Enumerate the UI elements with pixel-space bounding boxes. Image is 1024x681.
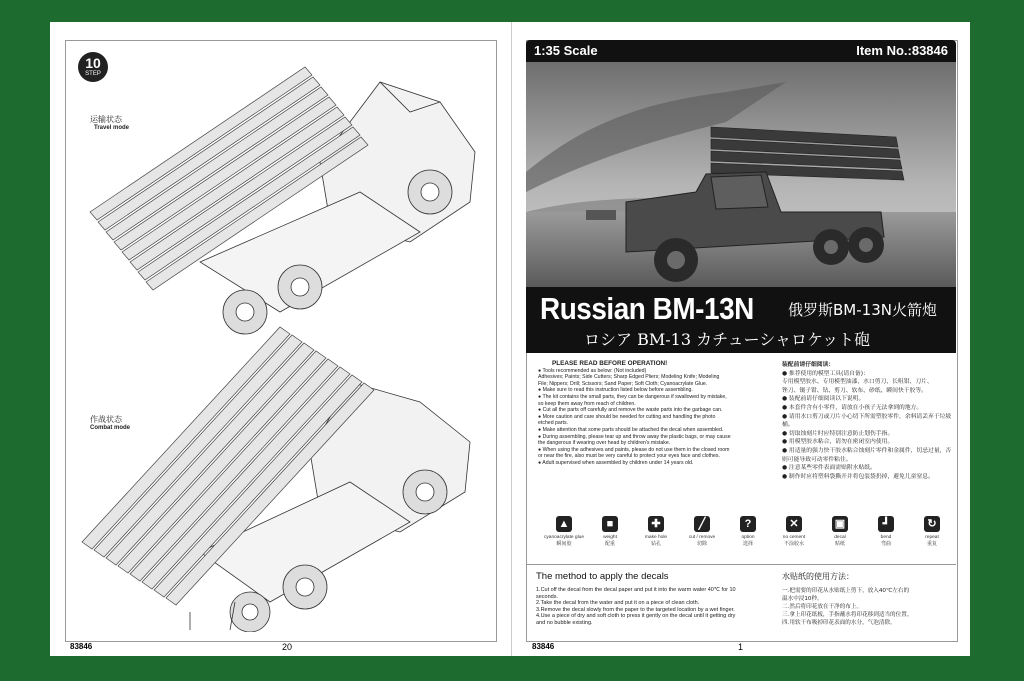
instructions-english xyxy=(538,361,776,467)
instruction-line: ● Cut all the parts off carefully and remove the waste parts into the garbage can. xyxy=(538,407,723,414)
decal-icon: ▣ xyxy=(832,516,848,532)
decal-title-en: The method to apply the decals xyxy=(536,571,669,582)
decal-steps-cn xyxy=(782,587,952,627)
title-english: Russian BM-13N xyxy=(540,291,754,326)
legend-item-bend xyxy=(864,516,908,547)
decal-step-cn: 温水中浸10秒。 xyxy=(782,596,823,602)
instructions-chinese xyxy=(782,361,952,481)
instruction-line-cn: 专用模型胶水、专用模型油漆，水口剪刀、长咀钳、刀片、 xyxy=(782,379,933,386)
decal-step: 4.Use a piece of dry and soft cloth to press it gently on the decal until it getting dry xyxy=(536,613,736,620)
bend-icon: ┛ xyxy=(878,516,894,532)
page-number: 1 xyxy=(738,642,744,652)
repeat-icon: ↻ xyxy=(924,516,940,532)
instruction-line: ● The kit contains the small parts, they can be dangerous if swallowed by mistake, xyxy=(538,393,727,400)
no-cement-icon: ✕ xyxy=(786,516,802,532)
combat-mode-cn: 作战状态 xyxy=(90,415,122,424)
symbol-legend xyxy=(526,504,956,564)
combat-mode-drawing xyxy=(80,312,490,632)
cut-remove-icon: ╱ xyxy=(694,516,710,532)
instruction-line-cn: ● 请用水口剪刀或刀片小心切下所需塑胶零件，余料请丢弃于垃圾桶。 xyxy=(782,413,952,429)
step-label: STEP xyxy=(85,71,101,77)
glue-icon: ▲ xyxy=(556,516,572,532)
legend-item-repeat xyxy=(910,516,954,547)
instruction-line: so keep them away from reach of children. xyxy=(538,400,636,407)
decal-steps-en xyxy=(536,587,776,627)
legend-label-en: cyanoacrylate glue xyxy=(544,535,584,540)
box-art-illustration xyxy=(526,62,956,287)
footer-code: 83846 xyxy=(532,642,555,651)
instructions-heading-en: PLEASE READ BEFORE OPERATION! xyxy=(552,360,668,367)
travel-mode-drawing xyxy=(80,42,490,342)
instruction-line-cn: ● 切取蚀刻片时应特别注意防止划伤手指。 xyxy=(782,430,894,437)
instruction-line: ● Tools recommended as below: (Not included) xyxy=(538,367,647,374)
decal-step: 1.Cut off the decal from the decal paper and put it into the warm water 40℃ for 10 xyxy=(536,587,736,593)
instruction-line: ● Adult supervised when assembled by children under 14 years old. xyxy=(538,459,694,466)
decal-title-cn: 水贴纸的使用方法： xyxy=(782,572,854,581)
legend-label-en: weight xyxy=(603,535,617,540)
instruction-line: the dangerous if wearing over head by children's mistake. xyxy=(538,440,671,447)
instruction-line: ● During assembling, please tear up and throw away the plastic bags, or may cause xyxy=(538,433,731,440)
option-icon: ? xyxy=(740,516,756,532)
legend-label-cn: 选择 xyxy=(742,541,753,547)
instruction-line: ● Make attention that some parts should be attached the decal when assembled. xyxy=(538,426,724,433)
legend-label-cn: 弯曲 xyxy=(880,541,891,547)
legend-item-option xyxy=(726,516,770,547)
instruction-line: File; Nippers; Drill; Scissors; Sand Paper; Soft Cloth; Cyanoacrylate Glue. xyxy=(538,380,708,387)
right-page xyxy=(512,22,970,656)
legend-item-cut-remove xyxy=(680,516,724,547)
instruction-line: ● More caution and care should be needed for cutting and handling the photo xyxy=(538,413,716,420)
legend-label-cn: 瞬间胶 xyxy=(556,541,572,547)
decal-step-cn: 四.用软干布吸掉印花表面的水分，气泡清除。 xyxy=(782,620,896,626)
title-bar xyxy=(526,287,956,353)
page-number: 20 xyxy=(282,642,293,652)
decal-step: and no bubble existing. xyxy=(536,619,593,626)
instruction-line-cn: ● 用模型胶水粘合，请勿在密闭室内使用。 xyxy=(782,439,894,446)
legend-label-en: option xyxy=(741,535,755,540)
decal-step: seconds. xyxy=(536,593,559,600)
combat-mode-en: Combat mode xyxy=(90,425,131,431)
legend-label-en: no cement xyxy=(782,535,806,540)
legend-label-en: repeat xyxy=(925,535,939,540)
legend-item-no-cement xyxy=(772,516,816,547)
instruction-line: etched parts. xyxy=(538,420,568,427)
instruction-line: Adhesives; Paints; Side Cutters; Sharp Edged Pliers; Modeling Knife; Modeling xyxy=(538,374,720,381)
instruction-line-cn: ● 注意某些零件表面需贴附水贴纸。 xyxy=(782,465,876,472)
legend-label-cn: 贴纸 xyxy=(834,541,845,547)
legend-item-decal xyxy=(818,516,862,547)
legend-label-en: bend xyxy=(880,535,892,540)
instruction-line-cn: ● 用适量的强力快干胶水粘合蚀刻片零件和金属件，切忌过量，否则可能导致可动零件粘住。 xyxy=(782,447,952,463)
decal-step-cn: 三.拿上印花纸板，手指蘸水将印花移到适当的位置。 xyxy=(782,612,913,618)
decal-step-cn: 二.然后将印花放在干净的布上。 xyxy=(782,604,863,610)
decal-step: 3.Remove the decal slowly from the paper to the targeted location by a wet finger. xyxy=(536,606,735,613)
instruction-line: ● When using the adhesives and paints, please do not use them in the closed room xyxy=(538,446,730,453)
legend-label-cn: 钻孔 xyxy=(650,541,661,547)
footer-code: 83846 xyxy=(70,642,93,651)
step-number: 10 xyxy=(85,55,101,71)
legend-label-cn: 重复 xyxy=(926,541,937,547)
legend-label-en: cut / remove xyxy=(688,535,716,540)
instructions-heading-cn: 装配前请仔细阅读： xyxy=(782,362,835,368)
decal-step-cn: 一.把需要的印花从水贴纸上剪下，放入40℃左右的 xyxy=(782,588,910,594)
make-hole-icon: ✚ xyxy=(648,516,664,532)
weight-icon: ■ xyxy=(602,516,618,532)
travel-mode-cn: 运输状态 xyxy=(90,115,122,124)
instruction-line-cn: ● 推荐使用的模型工具(请自备)： xyxy=(782,370,869,377)
instruction-line-cn: 锉刀、镊子钳、钻、剪刀、软布、砂纸、瞬间快干胶等。 xyxy=(782,387,927,394)
legend-label-en: make hole xyxy=(644,535,668,540)
legend-label-en: decal xyxy=(834,535,846,540)
legend-label-cn: 配重 xyxy=(604,541,615,547)
legend-label-cn: 不涂胶水 xyxy=(783,541,804,547)
instruction-line: ● Make sure to read this instruction listed below before assembling. xyxy=(538,387,693,394)
instruction-line-cn: ● 装配前请仔细阅读以下说明。 xyxy=(782,396,865,403)
title-chinese: 俄罗斯BM-13N火箭炮 xyxy=(788,301,937,319)
title-japanese: ロシア BM-13 カチューシャロケット砲 xyxy=(584,330,871,349)
instruction-line-cn: ● 制作时应将塑料袋撕开并将包装袋扔掉，避免儿童窒息。 xyxy=(782,473,934,480)
legend-item-weight xyxy=(588,516,632,547)
travel-mode-en: Travel mode xyxy=(94,125,130,131)
left-page xyxy=(50,22,512,656)
instruction-line-cn: ● 本套件含有小零件，请放在小孩子无法拿到的地方。 xyxy=(782,404,923,411)
legend-label-cn: 切除 xyxy=(696,541,707,547)
instruction-line: or near the fire, also must be very careful to protect your eyes face and clothes. xyxy=(538,453,720,460)
decal-step: 2.Take the decal from the water and put it on a piece of clean cloth. xyxy=(536,600,700,607)
header-bar xyxy=(526,40,956,62)
legend-item-make-hole xyxy=(634,516,678,547)
scale-label: 1:35 Scale xyxy=(534,43,598,58)
item-number: Item No.:83846 xyxy=(856,43,948,58)
legend-item-glue xyxy=(542,516,586,547)
box-art-image xyxy=(526,62,956,287)
